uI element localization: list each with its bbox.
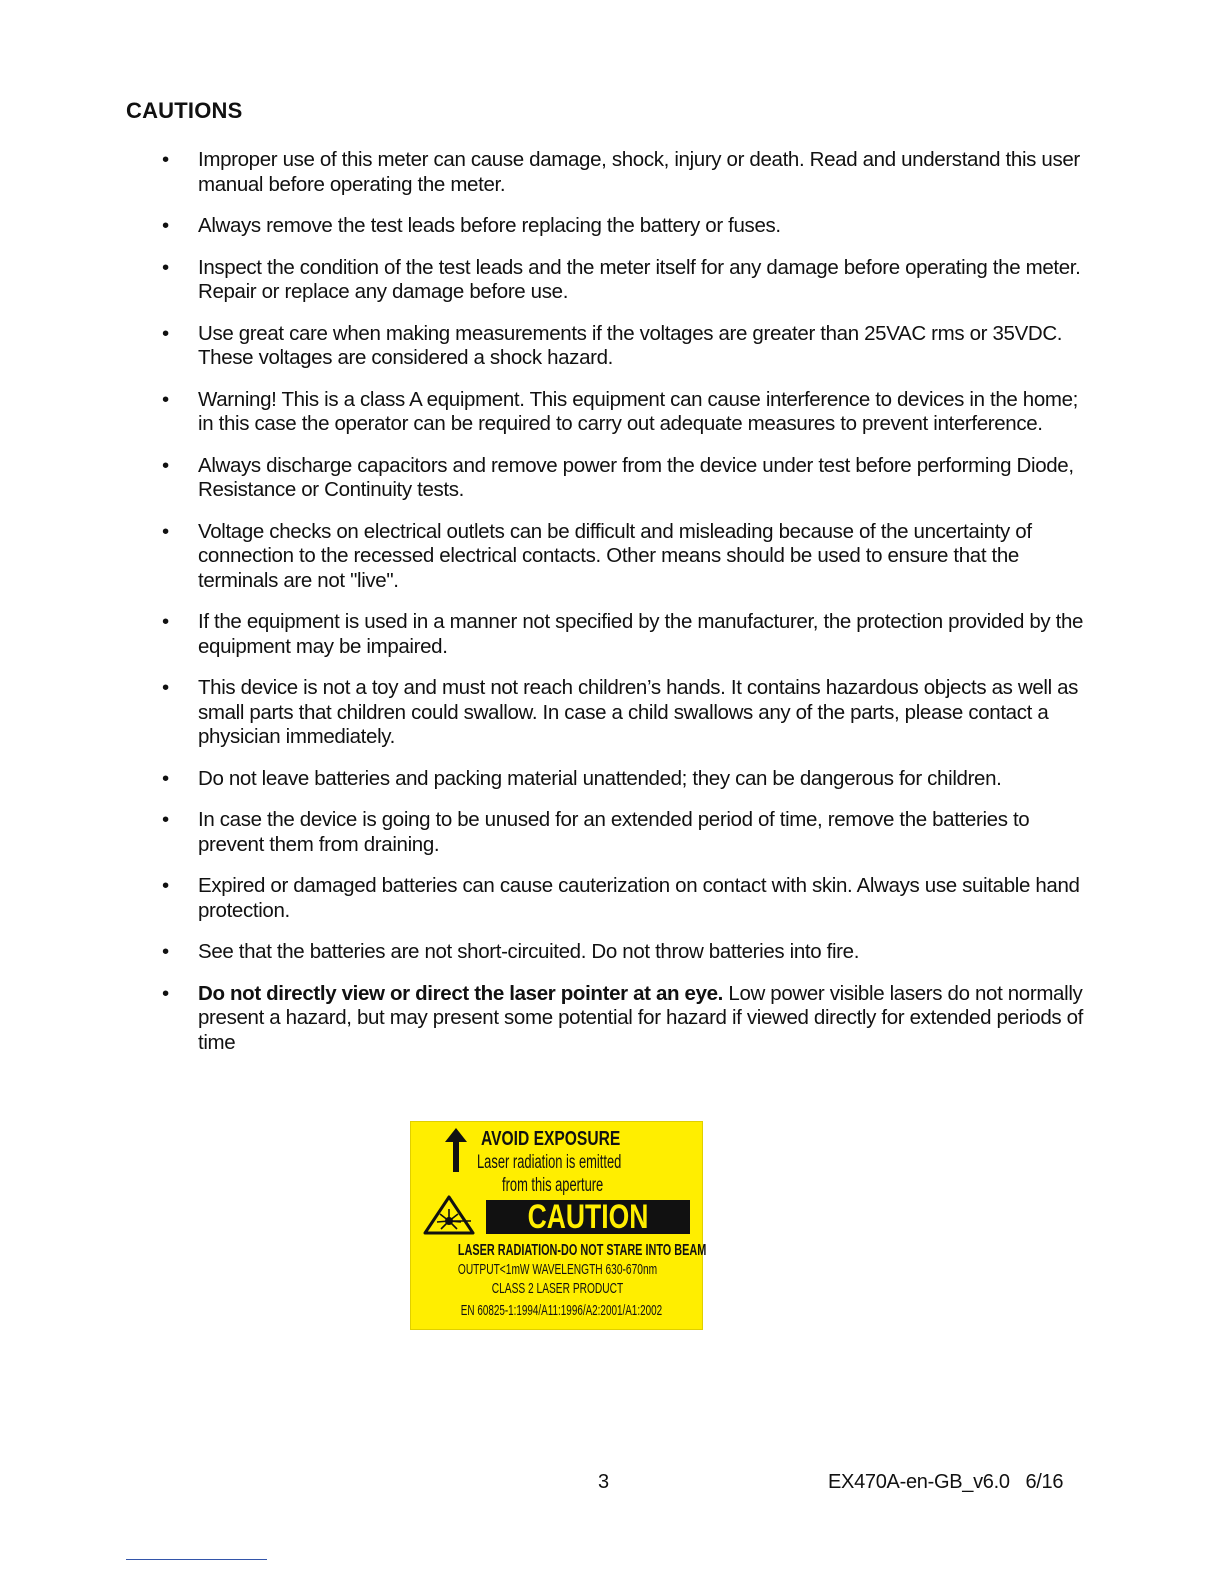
- caution-item-text: Inspect the condition of the test leads and the meter itself for any damage before operating the meter. Repair or replace any damage before use.: [198, 255, 1081, 303]
- caution-item: [160, 982, 1095, 1056]
- emitted-text-line2: from this aperture: [502, 1175, 604, 1196]
- caution-item: [160, 388, 1095, 437]
- bullet-icon: •: [162, 387, 169, 411]
- caution-item: [160, 874, 1095, 923]
- caution-item-text: Voltage checks on electrical outlets can be difficult and misleading because of the uncertainty of connection to the recessed electrical contacts. Other means should be used to ensure that the terminals are not "live".: [198, 519, 1032, 592]
- caution-item-text: Do not leave batteries and packing material unattended; they can be dangerous for children.: [198, 766, 1002, 790]
- caution-item: [160, 214, 1095, 239]
- bullet-icon: •: [162, 610, 169, 633]
- bullet-icon: •: [162, 874, 169, 897]
- bullet-icon: •: [162, 321, 169, 345]
- caution-item-text: Use great care when making measurements if the voltages are greater than 25VAC rms or 35VDC. These voltages are considered a shock hazard.: [198, 321, 1063, 369]
- caution-item: [160, 767, 1095, 792]
- laser-label-line4: EN 60825-1:1994/A11:1996/A2:2001/A1:2002: [460, 1302, 663, 1319]
- caution-banner: [486, 1200, 690, 1234]
- caution-banner-text: CAUTION: [527, 1198, 649, 1236]
- caution-item: [160, 322, 1095, 371]
- caution-item-text: See that the batteries are not short-circuited. Do not throw batteries into fire.: [198, 940, 860, 963]
- bullet-icon: •: [162, 255, 169, 279]
- bullet-icon: •: [162, 981, 169, 1005]
- footnote-rule: [126, 1559, 267, 1560]
- cautions-list: [160, 148, 1095, 1072]
- caution-item-text: Expired or damaged batteries can cause cauterization on contact with skin. Always use suitable hand protection.: [198, 874, 1080, 922]
- caution-item-text: Always discharge capacitors and remove power from the device under test before performing Diode, Resistance or Continuity tests.: [198, 453, 1074, 501]
- laser-warning-label: [410, 1121, 707, 1330]
- caution-item: [160, 808, 1095, 857]
- bullet-icon: •: [162, 453, 169, 477]
- caution-item: [160, 610, 1095, 659]
- laser-label-line3: CLASS 2 LASER PRODUCT: [491, 1280, 624, 1297]
- bullet-icon: •: [162, 214, 169, 237]
- emitted-text-line1: Laser radiation is emitted: [477, 1152, 622, 1173]
- caution-item-text: In case the device is going to be unused for an extended period of time, remove the batteries to prevent them from draining.: [198, 808, 1030, 856]
- caution-item-text: Always remove the test leads before replacing the battery or fuses.: [198, 214, 781, 237]
- caution-item-text: This device is not a toy and must not reach children’s hands. It contains hazardous objects as well as small parts that children could swallow. In case a child swallows any of the parts, please contact a physician immediately.: [198, 676, 1079, 748]
- caution-item: [160, 454, 1095, 503]
- caution-item-bold-text: Do not directly view or direct the laser pointer at an eye.: [198, 981, 724, 1005]
- caution-item: [160, 256, 1095, 305]
- laser-hazard-icon: [423, 1195, 475, 1235]
- caution-item: [160, 676, 1095, 750]
- caution-item: [160, 520, 1095, 594]
- laser-label-line2: OUTPUT<1mW WAVELENGTH 630-670nm: [457, 1261, 658, 1278]
- page-number: 3: [598, 1471, 610, 1493]
- bullet-icon: •: [162, 766, 169, 790]
- bullet-icon: •: [162, 519, 169, 543]
- caution-item-text: Warning! This is a class A equipment. This equipment can cause interference to devices in the home; in this case the operator can be required to carry out adequate measures to prevent interference.: [198, 387, 1078, 435]
- caution-item: [160, 148, 1095, 197]
- bullet-icon: •: [162, 808, 169, 831]
- arrow-up-icon: [443, 1128, 469, 1172]
- caution-item-text: Low power visible lasers do not normally present a hazard, but may present some potential for hazard if viewed directly for extended periods of time: [198, 981, 1084, 1054]
- laser-label-line1: LASER RADIATION-DO NOT STARE INTO BEAM: [457, 1242, 707, 1259]
- document-id: EX470A-en-GB_v6.0 6/16: [828, 1471, 1064, 1493]
- caution-item: [160, 940, 1095, 965]
- bullet-icon: •: [162, 148, 169, 171]
- page-heading: CAUTIONS: [126, 98, 243, 123]
- caution-item-text: If the equipment is used in a manner not specified by the manufacturer, the protection provided by the equipment may be impaired.: [198, 610, 1084, 658]
- bullet-icon: •: [162, 676, 169, 699]
- caution-item-text: Improper use of this meter can cause damage, shock, injury or death. Read and understand this user manual before operating the meter.: [198, 148, 1080, 196]
- avoid-exposure-text: AVOID EXPOSURE: [481, 1128, 621, 1150]
- bullet-icon: •: [162, 940, 169, 963]
